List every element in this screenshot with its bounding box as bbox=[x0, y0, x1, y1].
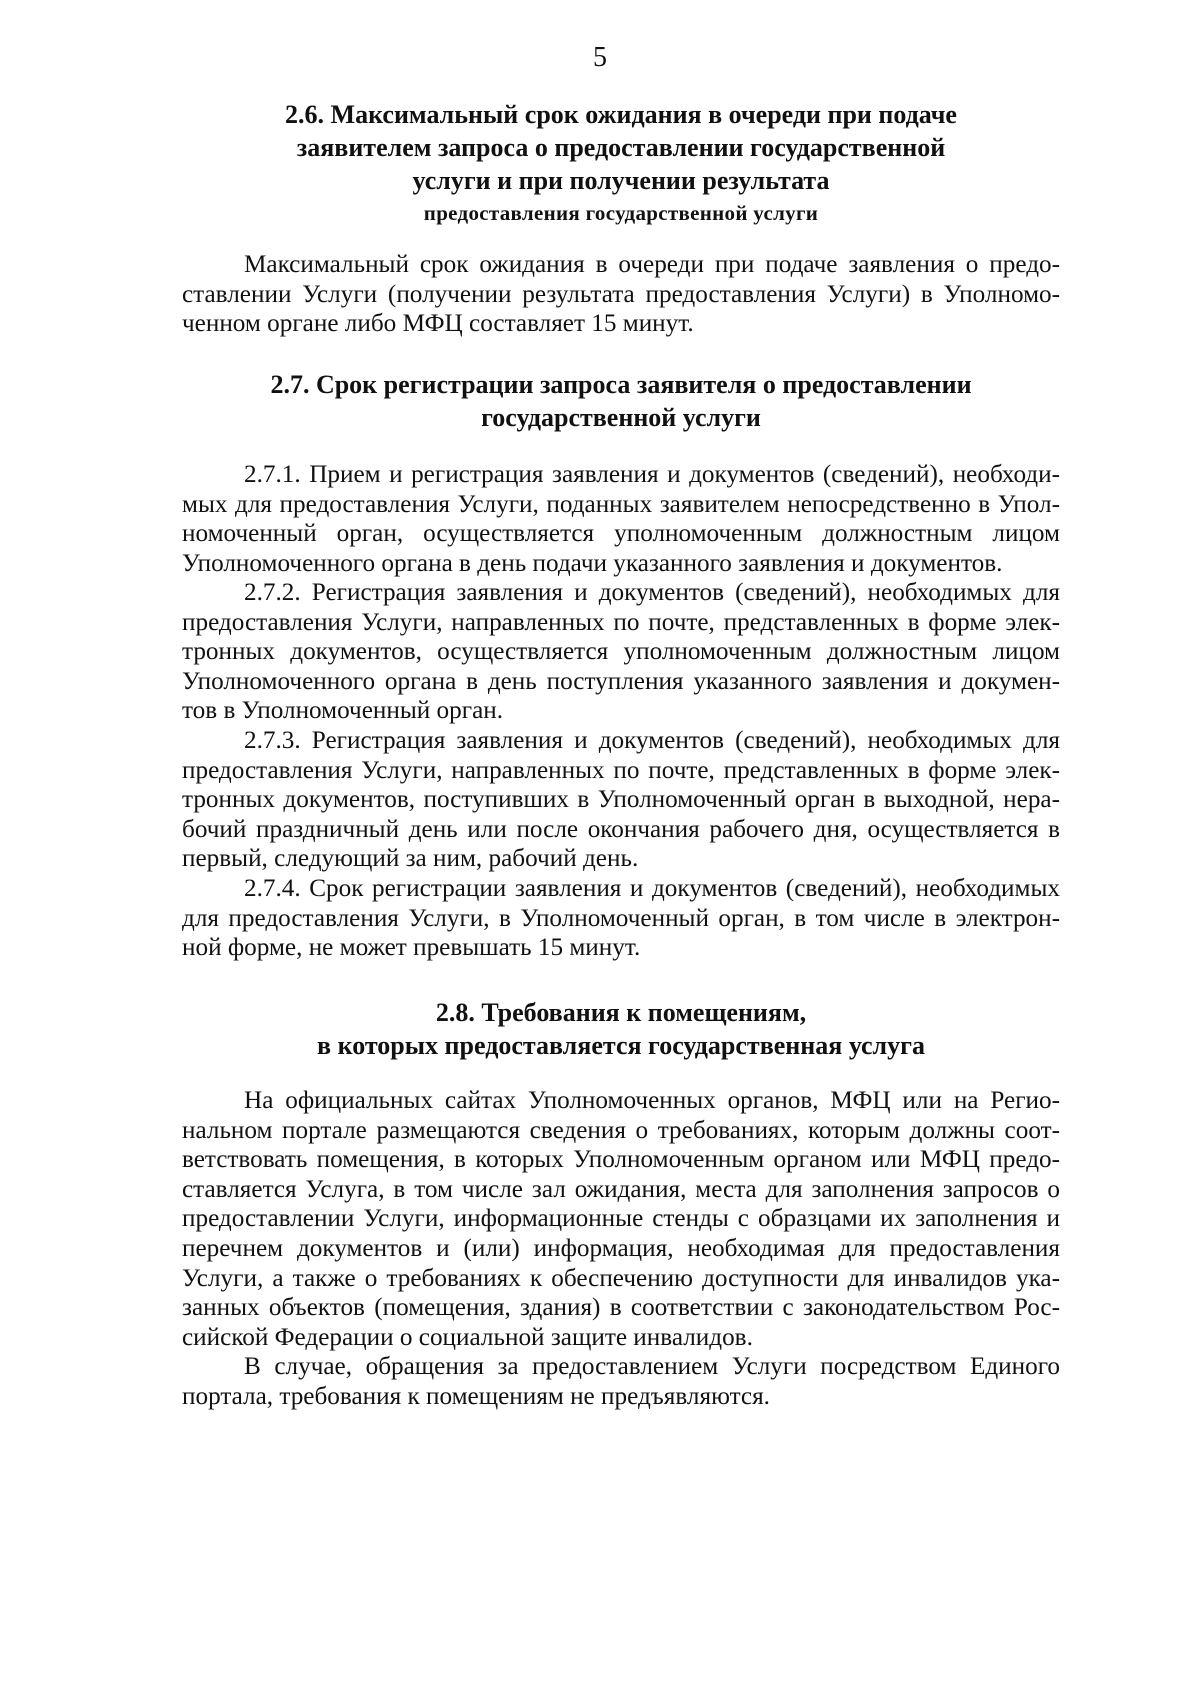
text-line: номоченный орган, осуществляется уполномоченным должностным лицом bbox=[182, 520, 1060, 548]
text-line: ной форме, не может превышать 15 минут. bbox=[182, 934, 641, 962]
text-line: 2.7.1. Прием и регистрация заявления и документов (сведений), необходи- bbox=[244, 461, 1060, 488]
heading-line: 2.7. Срок регистрации запроса заявителя о предоставлении bbox=[270, 370, 972, 399]
text-line: 2.7.4. Срок регистрации заявления и документов (сведений), необходимых bbox=[244, 875, 1060, 902]
paragraph-2-8-a bbox=[182, 1086, 1060, 1352]
paragraph-2-7-1 bbox=[182, 460, 1060, 578]
text-line: тронных документов, поступивших в Уполномоченный орган в выходной, нера- bbox=[182, 786, 1060, 814]
text-line: В случае, обращения за предоставлением Услуги посредством Единого bbox=[244, 1353, 1060, 1380]
paragraph-2-7-3 bbox=[182, 726, 1060, 874]
text-line: предоставления Услуги, направленных по почте, представленных в форме элек- bbox=[182, 756, 1060, 784]
heading-line: 2.6. Максимальный срок ожидания в очереди при подаче bbox=[285, 100, 957, 129]
heading-line: заявителем запроса о предоставлении государственной bbox=[296, 133, 946, 162]
text-line: Уполномоченного органа в день поступления указанного заявления и докумен- bbox=[182, 667, 1060, 695]
heading-line: государственной услуги bbox=[481, 403, 761, 432]
section-heading-2-8 bbox=[182, 996, 1060, 1062]
text-line: Максимальный срок ожидания в очереди при подаче заявления о предо- bbox=[244, 251, 1060, 278]
heading-line: в которых предоставляется государственная услуга bbox=[317, 1031, 925, 1060]
paragraph-2-7-2 bbox=[182, 578, 1060, 726]
text-line: для предоставления Услуги, в Уполномоченный орган, в том числе в электрон- bbox=[182, 904, 1060, 932]
text-line: ставляется Услуга, в том числе зал ожидания, места для заполнения запросов о bbox=[182, 1175, 1060, 1203]
text-line: 2.7.3. Регистрация заявления и документов (сведений), необходимых для bbox=[244, 727, 1060, 754]
section-heading-2-7 bbox=[182, 368, 1060, 434]
heading-line: 2.8. Требования к помещениям, bbox=[435, 998, 807, 1027]
heading-line: предоставления государственной услуги bbox=[423, 201, 819, 225]
text-line: бочий праздничный день или после окончания рабочего дня, осуществляется в bbox=[182, 815, 1060, 843]
text-line: ставлении Услуги (получении результата предоставления Услуги) в Уполномо- bbox=[182, 280, 1060, 308]
paragraph-2-6 bbox=[182, 250, 1060, 339]
paragraph-2-8-b bbox=[182, 1352, 1060, 1411]
text-line: нальном портале размещаются сведения о требованиях, которым должны соот- bbox=[182, 1116, 1060, 1144]
text-line: мых для предоставления Услуги, поданных заявителем непосредственно в Упол- bbox=[182, 490, 1060, 518]
text-line: предоставления Услуги, направленных по почте, представленных в форме элек- bbox=[182, 608, 1060, 636]
text-line: тронных документов, осуществляется уполномоченным должностным лицом bbox=[182, 638, 1060, 666]
text-line: первый, следующий за ним, рабочий день. bbox=[182, 845, 639, 873]
text-line: Уполномоченного органа в день подачи указанного заявления и документов. bbox=[182, 549, 1003, 577]
text-line: Услуги, а также о требованиях к обеспечению доступности для инвалидов ука- bbox=[182, 1264, 1060, 1292]
text-line: сийской Федерации о социальной защите инвалидов. bbox=[182, 1323, 753, 1351]
text-line: перечнем документов и (или) информация, необходимая для предоставления bbox=[182, 1234, 1060, 1262]
text-line: ветствовать помещения, в которых Уполномоченным органом или МФЦ предо- bbox=[182, 1146, 1060, 1174]
section-heading-2-6 bbox=[182, 98, 1060, 230]
text-line: 2.7.2. Регистрация заявления и документов (сведений), необходимых для bbox=[244, 579, 1060, 606]
text-line: портала, требования к помещениям не предъявляются. bbox=[182, 1382, 770, 1410]
paragraph-2-7-4 bbox=[182, 874, 1060, 963]
text-line: ченном органе либо МФЦ составляет 15 минут. bbox=[182, 310, 694, 338]
page-number: 5 bbox=[593, 42, 607, 73]
heading-line: услуги и при получении результата bbox=[412, 166, 830, 195]
text-line: На официальных сайтах Уполномоченных органов, МФЦ или на Регио- bbox=[244, 1087, 1060, 1114]
text-line: предоставлении Услуги, информационные стенды с образцами их заполнения и bbox=[182, 1205, 1060, 1233]
text-line: занных объектов (помещения, здания) в соответствии с законодательством Рос- bbox=[182, 1294, 1060, 1322]
text-line: тов в Уполномоченный орган. bbox=[182, 697, 504, 725]
